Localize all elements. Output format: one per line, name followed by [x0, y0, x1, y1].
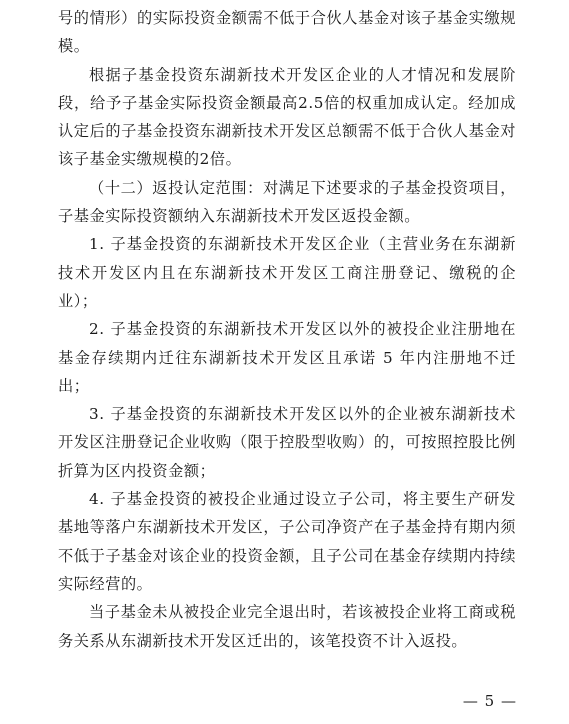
page-number: — 5 —	[462, 692, 517, 710]
document-body	[58, 4, 516, 655]
paragraph-item-2: 2. 子基金投资的东湖新技术开发区以外的被投企业注册地在基金存续期内迁往东湖新技术开发区且承诺 5 年内注册地不迁出；	[58, 320, 516, 395]
paragraph-continuation: 号的情形）的实际投资金额需不低于合伙人基金对该子基金实缴规模。	[58, 9, 516, 56]
paragraph-item-3: 3. 子基金投资的东湖新技术开发区以外的企业被东湖新技术开发区注册登记企业收购（限于控股型收购）的，可按照控股比例折算为区内投资金额；	[58, 405, 516, 480]
paragraph-item-4: 4. 子基金投资的被投企业通过设立子公司，将主要生产研发基地等落户东湖新技术开发区，子公司净资产在子基金持有期内须不低于子基金对该企业的投资金额，且子公司在基金存续期内持续实际经营的。	[58, 490, 516, 593]
paragraph-item-1: 1. 子基金投资的东湖新技术开发区企业（主营业务在东湖新技术开发区内且在东湖新技术开发区工商注册登记、缴税的企业）；	[58, 235, 516, 310]
paragraph-weight-bonus: 根据子基金投资东湖新技术开发区企业的人才情况和发展阶段，给予子基金实际投资金额最高2.5倍的权重加成认定。经加成认定后的子基金投资东湖新技术开发区总额需不低于合伙人基金对该子基金实缴规模的2倍。	[58, 65, 516, 169]
paragraph-exit-rule: 当子基金未从被投企业完全退出时，若该被投企业将工商或税务关系从东湖新技术开发区迁出的，该笔投资不计入返投。	[58, 603, 516, 650]
paragraph-section-twelve: （十二）返投认定范围：对满足下述要求的子基金投资项目，子基金实际投资额纳入东湖新技术开发区返投金额。	[58, 178, 516, 226]
